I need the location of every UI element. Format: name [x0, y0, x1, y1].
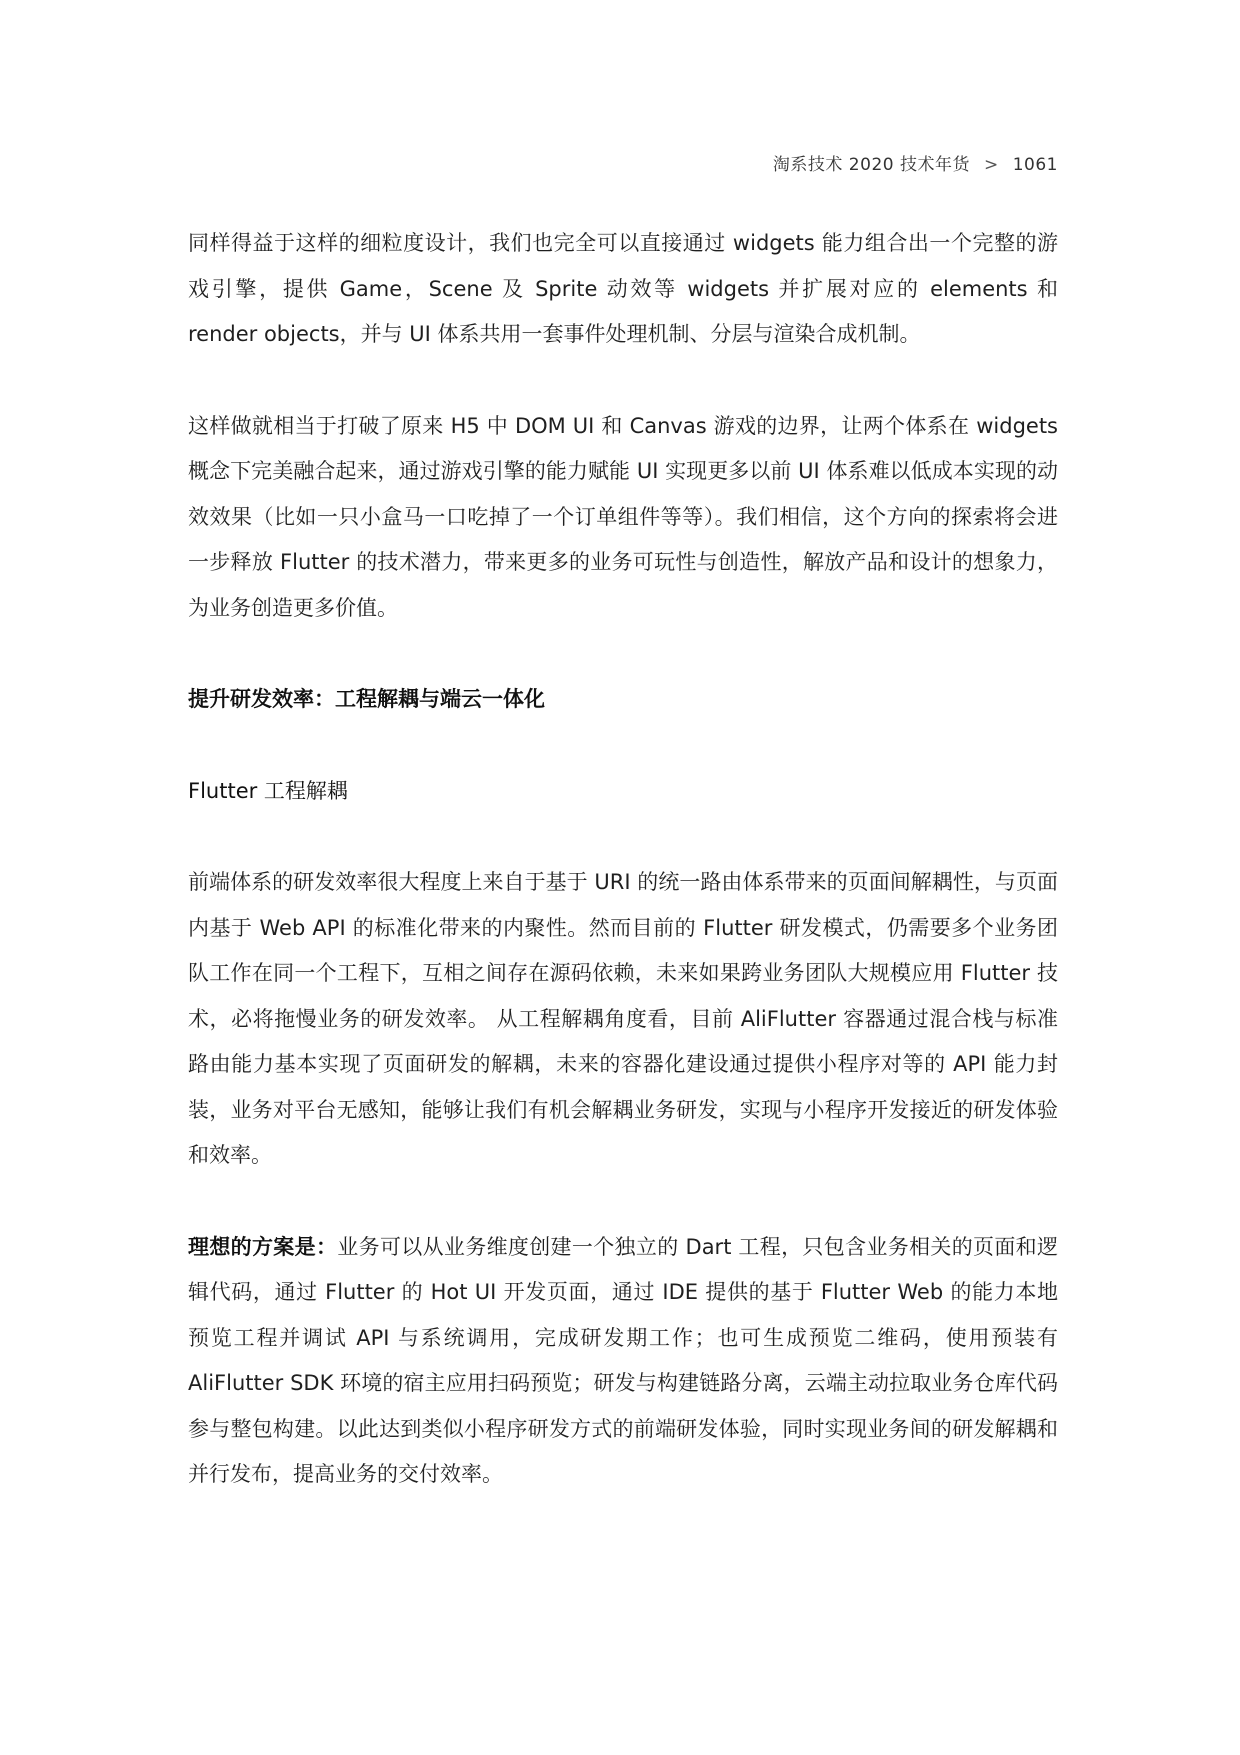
paragraph-lead-label: 理想的方案是：	[188, 1234, 338, 1259]
page-number: 1061	[1012, 155, 1058, 175]
subsection-heading: Flutter 工程解耦	[188, 778, 348, 803]
paragraph-spacer	[188, 358, 1058, 404]
section-heading: 提升研发效率：工程解耦与端云一体化	[188, 687, 545, 711]
paragraph-dom-canvas: 这样做就相当于打破了原来 H5 中 DOM UI 和 Canvas 游戏的边界，让两个体系在 widgets 概念下完美融合起来，通过游戏引擎的能力赋能 UI 实现更多以前 UI 体系难以低成本实现的动效效果（比如一只小盒马一口吃掉了一个订单组件等等）。我们相信，这个方向的探索将会进一步释放 Flutter 的技术潜力，带来更多的业务可玩性与创造性，解放产品和设计的想象力，为业务创造更多价值。	[188, 413, 1058, 620]
paragraph-engineering-decoupling: 前端体系的研发效率很大程度上来自于基于 URI 的统一路由体系带来的页面间解耦性，与页面内基于 Web API 的标准化带来的内聚性。然而目前的 Flutter 研发模式，仍需要多个业务团队工作在同一个工程下，互相之间存在源码依赖，未来如果跨业务团队大规模应用 Flutter 技术，必将拖慢业务的研发效率。 从工程解耦角度看，目前 AliFlutter 容器通过混合栈与标准路由能力基本实现了页面研发的解耦，未来的容器化建设通过提供小程序对等的 API 能力封装，业务对平台无感知，能够让我们有机会解耦业务研发，实现与小程序开发接近的研发体验和效率。	[188, 870, 1058, 1167]
running-header	[773, 150, 1058, 175]
body-content	[188, 221, 1058, 1498]
paragraph-ideal-solution	[188, 1225, 1058, 1498]
heading-spacer	[188, 723, 1058, 769]
heading-spacer	[188, 814, 1058, 860]
paragraph-ideal-solution-text: 业务可以从业务维度创建一个独立的 Dart 工程，只包含业务相关的页面和逻辑代码，通过 Flutter 的 Hot UI 开发页面，通过 IDE 提供的基于 Flutter Web 的能力本地预览工程并调试 API 与系统调用，完成研发期工作；也可生成预览二维码，使用预装有 AliFlutter SDK 环境的宿主应用扫码预览；研发与构建链路分离，云端主动拉取业务仓库代码参与整包构建。以此达到类似小程序研发方式的前端研发体验，同时实现业务间的研发解耦和并行发布，提高业务的交付效率。	[188, 1234, 1059, 1486]
paragraph-spacer	[188, 631, 1058, 677]
paragraph-game-engine: 同样得益于这样的细粒度设计，我们也完全可以直接通过 widgets 能力组合出一个完整的游戏引擎，提供 Game，Scene 及 Sprite 动效等 widgets 并扩展对应的 elements 和 render objects，并与 UI 体系共用一套事件处理机制、分层与渲染合成机制。	[188, 231, 1058, 346]
book-title: 淘系技术 2020 技术年货	[772, 155, 970, 175]
paragraph-spacer	[188, 1179, 1058, 1225]
header-separator: >	[983, 155, 999, 175]
